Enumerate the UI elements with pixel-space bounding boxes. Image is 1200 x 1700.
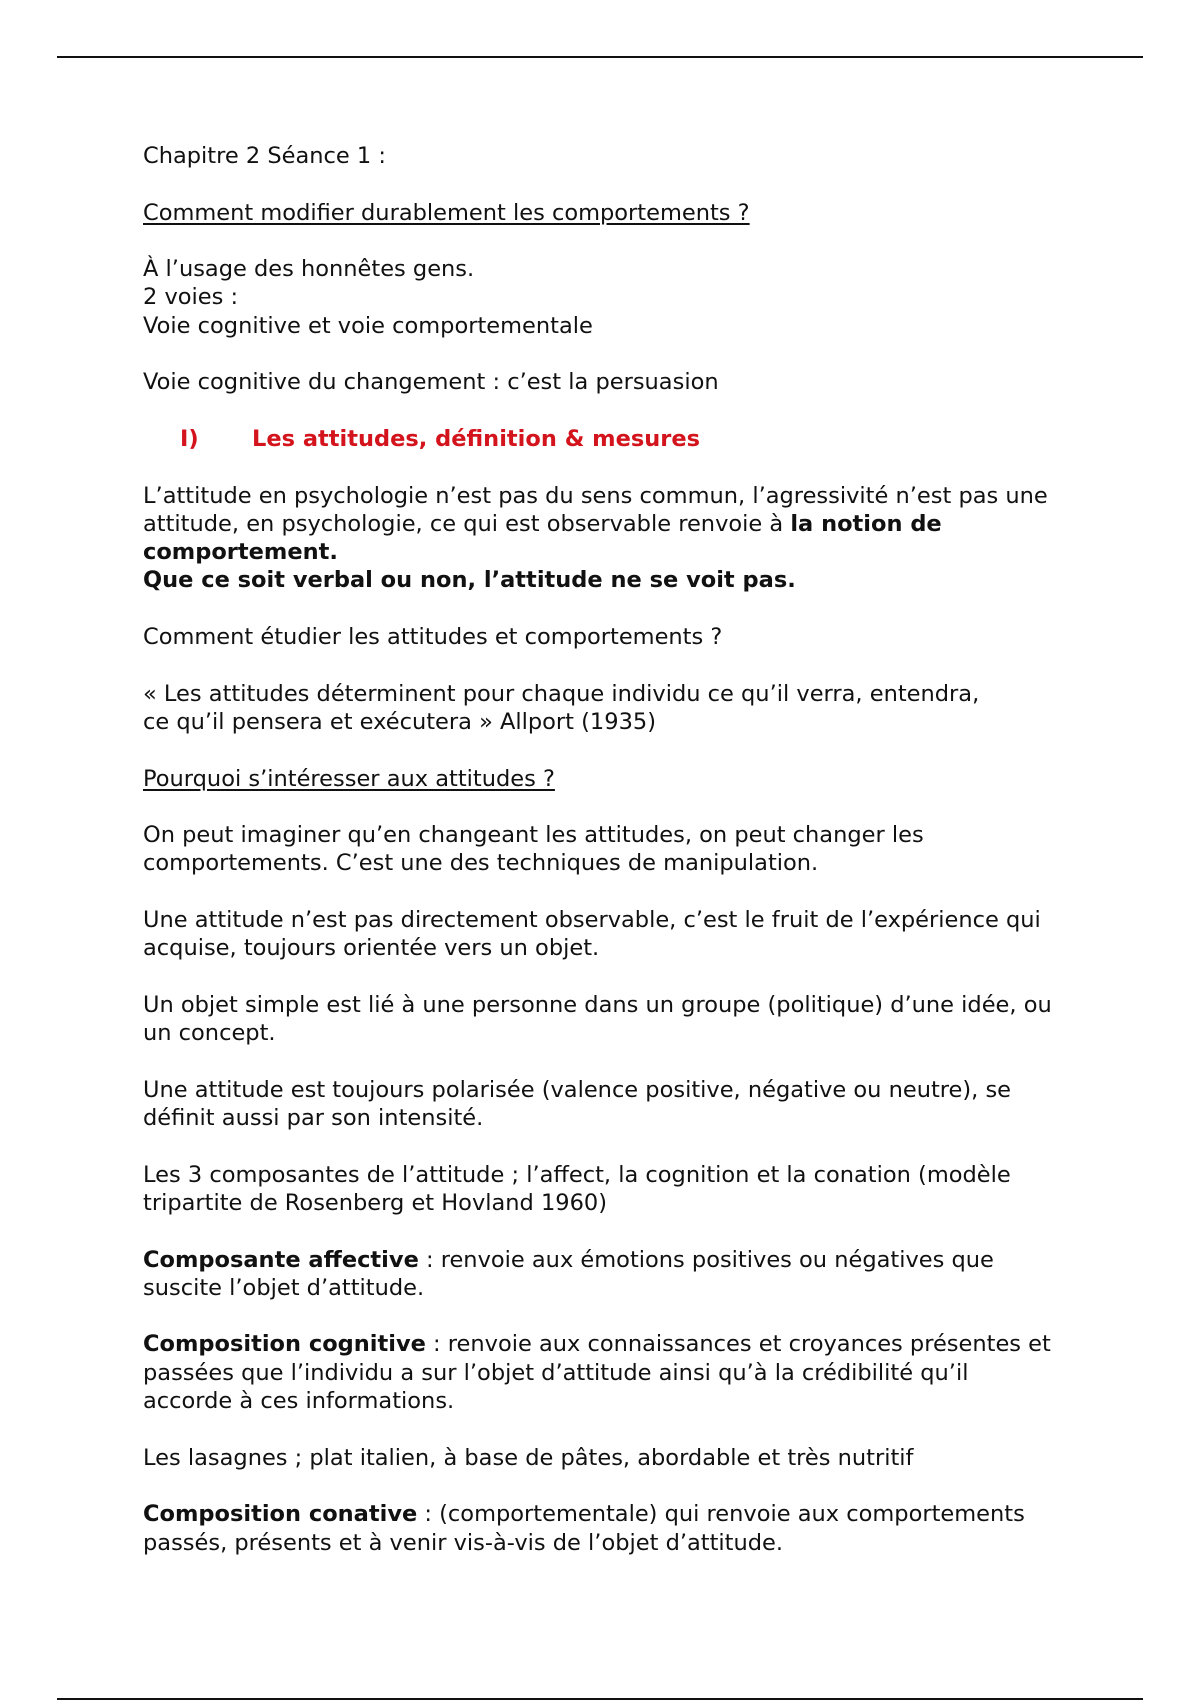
top-rule: [57, 56, 1143, 58]
composante-affective: [143, 1246, 1063, 1303]
paragraph-objet: Un objet simple est lié à une personne dans un groupe (politique) d’une idée, ou un concept.: [143, 991, 1052, 1047]
section-title: Les attitudes, définition & mesures: [252, 425, 701, 452]
intro-block: [143, 255, 1063, 340]
intro-line-1: À l’usage des honnêtes gens.: [143, 256, 475, 283]
paragraph-observable: Une attitude n’est pas directement observable, c’est le fruit de l’expérience qui acquise, toujours orientée vers un objet.: [143, 907, 1041, 962]
attitude-definition: [143, 482, 1063, 595]
question-pourquoi-text: Pourquoi s’intéresser aux attitudes ?: [143, 765, 555, 792]
intro-line-3: Voie cognitive et voie comportementale: [143, 312, 593, 339]
chapter-title: Chapitre 2 Séance 1 :: [143, 143, 386, 169]
question-pourquoi: [143, 765, 1063, 793]
voie-cognitive: Voie cognitive du changement : c’est la persuasion: [143, 369, 719, 396]
composition-cognitive-text: : renvoie aux connaissances et croyances présentes et passées que l’individu a sur l’objet d’attitude ainsi qu’à la crédibilité qu’il accorde à ces informations.: [143, 1331, 1051, 1415]
composition-cognitive-term: Composition cognitive: [143, 1331, 426, 1358]
paragraph-composantes: Les 3 composantes de l’attitude ; l’affect, la cognition et la conation (modèle tripartite de Rosenberg et Hovland 1960): [143, 1161, 1011, 1216]
paragraph-polarisee: Une attitude est toujours polarisée (valence positive, négative ou neutre), se définit aussi par son intensité.: [143, 1076, 1012, 1132]
attitude-definition-bold-1: la notion de comportement.: [143, 510, 942, 566]
composition-conative-text: : (comportementale) qui renvoie aux comportements passés, présents et à venir vis-à-vis de l’objet d’attitude.: [143, 1501, 1025, 1556]
attitude-definition-bold-2: Que ce soit verbal ou non, l’attitude ne se voit pas.: [143, 567, 796, 594]
quote-line-2: ce qu’il pensera et exécutera » Allport (1935): [143, 708, 656, 735]
composition-conative-term: Composition conative: [143, 1501, 418, 1528]
composante-affective-term: Composante affective: [143, 1246, 419, 1273]
allport-quote: [143, 680, 1063, 737]
composition-cognitive: [143, 1330, 1063, 1415]
intro-line-2: 2 voies :: [143, 284, 239, 311]
composante-affective-text: : renvoie aux émotions positives ou négatives que suscite l’objet d’attitude.: [143, 1246, 994, 1301]
section-number: I): [180, 425, 199, 452]
main-question-text: Comment modifier durablement les comportements ?: [143, 199, 750, 226]
attitude-definition-text: L’attitude en psychologie n’est pas du sens commun, l’agressivité n’est pas une attitude, en psychologie, ce qui est observable renvoie à: [143, 482, 1048, 537]
example-lasagnes: Les lasagnes ; plat italien, à base de pâtes, abordable et très nutritif: [143, 1444, 914, 1471]
main-question: [143, 199, 1063, 227]
section-heading: [180, 425, 1063, 453]
document-body: [143, 142, 1063, 1585]
composition-conative: [143, 1500, 1063, 1557]
paragraph-manipulation: On peut imaginer qu’en changeant les attitudes, on peut changer les comportements. C’est une des techniques de manipulation.: [143, 822, 924, 877]
quote-line-1: « Les attitudes déterminent pour chaque individu ce qu’il verra, entendra,: [143, 680, 980, 707]
question-etudier: Comment étudier les attitudes et comportements ?: [143, 624, 723, 651]
